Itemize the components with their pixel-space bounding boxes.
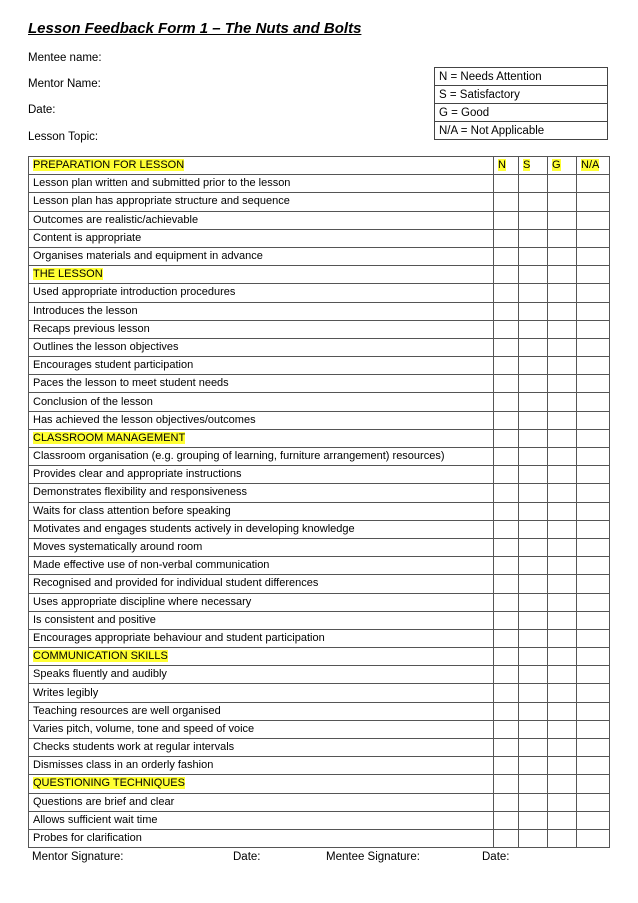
rating-cell[interactable]: [494, 393, 519, 411]
rating-cell[interactable]: [494, 175, 519, 193]
rating-cell[interactable]: [577, 229, 610, 247]
criterion-row: [29, 393, 610, 411]
rating-cell[interactable]: [577, 611, 610, 629]
criterion-label: Is consistent and positive: [29, 611, 494, 629]
criterion-label: Teaching resources are well organised: [29, 702, 494, 720]
rating-cell[interactable]: [494, 502, 519, 520]
rating-cell[interactable]: [494, 448, 519, 466]
rating-cell[interactable]: [494, 593, 519, 611]
rating-cell[interactable]: [548, 811, 577, 829]
criterion-label: Encourages student participation: [29, 357, 494, 375]
criterion-label: Encourages appropriate behaviour and student participation: [29, 629, 494, 647]
rating-cell[interactable]: [577, 375, 610, 393]
column-header: S: [523, 159, 531, 172]
rating-cell[interactable]: [519, 557, 548, 575]
rating-cell[interactable]: [548, 247, 577, 265]
criterion-row: [29, 320, 610, 338]
criterion-label: Questions are brief and clear: [29, 793, 494, 811]
rating-cell[interactable]: [519, 247, 548, 265]
rating-cell[interactable]: [548, 720, 577, 738]
rating-cell[interactable]: [548, 829, 577, 847]
rating-cell[interactable]: [548, 211, 577, 229]
rating-cell[interactable]: [577, 811, 610, 829]
criterion-row: [29, 466, 610, 484]
rating-cell[interactable]: [519, 829, 548, 847]
rating-cell[interactable]: [548, 739, 577, 757]
rating-cell[interactable]: [519, 538, 548, 556]
section-header-row: [29, 429, 610, 447]
column-header: N: [498, 159, 506, 172]
rating-cell[interactable]: [494, 684, 519, 702]
criterion-row: [29, 684, 610, 702]
criterion-row: [29, 229, 610, 247]
rating-cell[interactable]: [548, 175, 577, 193]
rating-cell[interactable]: [577, 648, 610, 666]
criterion-label: Checks students work at regular intervals: [29, 739, 494, 757]
rating-cell[interactable]: [577, 829, 610, 847]
criterion-label: Dismisses class in an orderly fashion: [29, 757, 494, 775]
criterion-row: [29, 338, 610, 356]
criterion-label: Introduces the lesson: [29, 302, 494, 320]
rating-cell[interactable]: [577, 211, 610, 229]
rating-cell[interactable]: [494, 648, 519, 666]
rating-cell[interactable]: [494, 338, 519, 356]
criterion-label: Uses appropriate discipline where necessary: [29, 593, 494, 611]
mentor-name-label: Mentor Name:: [28, 78, 101, 90]
criterion-row: [29, 284, 610, 302]
rating-cell[interactable]: [519, 338, 548, 356]
rating-cell[interactable]: [577, 411, 610, 429]
criterion-row: [29, 302, 610, 320]
criterion-row: [29, 575, 610, 593]
criterion-label: Organises materials and equipment in advance: [29, 247, 494, 265]
rating-cell[interactable]: [519, 466, 548, 484]
criterion-row: [29, 811, 610, 829]
rating-cell[interactable]: [519, 739, 548, 757]
criterion-label: Has achieved the lesson objectives/outcomes: [29, 411, 494, 429]
criterion-row: [29, 666, 610, 684]
rating-cell[interactable]: [577, 502, 610, 520]
rating-cell[interactable]: [494, 284, 519, 302]
rating-cell[interactable]: [494, 829, 519, 847]
rating-cell[interactable]: [494, 211, 519, 229]
rating-cell[interactable]: [548, 557, 577, 575]
rating-cell[interactable]: [577, 357, 610, 375]
rating-cell[interactable]: [577, 739, 610, 757]
criterion-row: [29, 247, 610, 265]
rating-cell[interactable]: [548, 393, 577, 411]
rating-cell[interactable]: [548, 666, 577, 684]
date-label: Date:: [28, 104, 56, 116]
criterion-row: [29, 629, 610, 647]
rating-cell[interactable]: [577, 484, 610, 502]
criterion-row: [29, 484, 610, 502]
criterion-row: [29, 720, 610, 738]
rating-cell[interactable]: [577, 193, 610, 211]
rating-cell[interactable]: [494, 484, 519, 502]
rating-cell[interactable]: [494, 411, 519, 429]
legend-item: N = Needs Attention: [435, 68, 608, 86]
section-header-row: [29, 157, 610, 175]
rating-cell[interactable]: [577, 320, 610, 338]
rating-cell[interactable]: [577, 684, 610, 702]
rating-cell[interactable]: [519, 757, 548, 775]
rating-cell[interactable]: [548, 266, 577, 284]
rating-cell[interactable]: [548, 284, 577, 302]
rating-cell[interactable]: [548, 757, 577, 775]
rating-cell[interactable]: [494, 520, 519, 538]
rating-cell[interactable]: [519, 375, 548, 393]
rating-cell[interactable]: [577, 538, 610, 556]
criterion-row: [29, 793, 610, 811]
rating-cell[interactable]: [494, 357, 519, 375]
rating-cell[interactable]: [548, 793, 577, 811]
rating-cell[interactable]: [548, 429, 577, 447]
criterion-row: [29, 702, 610, 720]
rating-cell[interactable]: [494, 375, 519, 393]
section-heading: PREPARATION FOR LESSON: [33, 159, 185, 172]
form-title: Lesson Feedback Form 1 – The Nuts and Bolts: [28, 20, 362, 37]
rating-cell[interactable]: [519, 811, 548, 829]
rating-cell[interactable]: [548, 357, 577, 375]
rating-cell[interactable]: [548, 375, 577, 393]
rating-cell[interactable]: [519, 593, 548, 611]
rating-cell[interactable]: [519, 266, 548, 284]
rating-cell[interactable]: [519, 520, 548, 538]
rating-cell[interactable]: [577, 266, 610, 284]
rating-cell[interactable]: [494, 429, 519, 447]
rating-cell[interactable]: [519, 320, 548, 338]
rating-cell[interactable]: [519, 357, 548, 375]
rating-cell[interactable]: [548, 411, 577, 429]
criterion-label: Allows sufficient wait time: [29, 811, 494, 829]
rating-cell[interactable]: [519, 411, 548, 429]
criterion-label: Moves systematically around room: [29, 538, 494, 556]
criterion-label: Probes for clarification: [29, 829, 494, 847]
rating-cell[interactable]: [494, 557, 519, 575]
lesson-topic-label: Lesson Topic:: [28, 131, 99, 143]
rating-cell[interactable]: [548, 648, 577, 666]
rating-cell[interactable]: [577, 629, 610, 647]
criterion-row: [29, 357, 610, 375]
mentee-signature-label: Mentee Signature:: [326, 851, 420, 863]
section-heading: COMMUNICATION SKILLS: [33, 650, 168, 663]
rating-cell[interactable]: [519, 793, 548, 811]
criterion-row: [29, 557, 610, 575]
criterion-row: [29, 593, 610, 611]
rating-cell[interactable]: [494, 720, 519, 738]
criterion-label: Recognised and provided for individual student differences: [29, 575, 494, 593]
rating-cell[interactable]: [548, 448, 577, 466]
rating-cell[interactable]: [548, 302, 577, 320]
criterion-label: Outlines the lesson objectives: [29, 338, 494, 356]
criterion-label: Demonstrates flexibility and responsiveness: [29, 484, 494, 502]
criterion-label: Provides clear and appropriate instructions: [29, 466, 494, 484]
rating-cell[interactable]: [548, 611, 577, 629]
criterion-row: [29, 611, 610, 629]
rating-cell[interactable]: [548, 229, 577, 247]
rating-cell[interactable]: [548, 338, 577, 356]
column-header: N/A: [581, 159, 600, 172]
criterion-label: Classroom organisation (e.g. grouping of learning, furniture arrangement) resources): [29, 448, 494, 466]
rating-cell[interactable]: [577, 175, 610, 193]
rating-cell[interactable]: [577, 338, 610, 356]
rating-cell[interactable]: [519, 629, 548, 647]
rating-cell[interactable]: [577, 720, 610, 738]
rating-cell[interactable]: [494, 247, 519, 265]
rating-cell[interactable]: [577, 775, 610, 793]
rating-cell[interactable]: [548, 484, 577, 502]
rating-cell[interactable]: [519, 666, 548, 684]
rating-cell[interactable]: [494, 575, 519, 593]
criterion-label: Varies pitch, volume, tone and speed of voice: [29, 720, 494, 738]
rating-cell[interactable]: [519, 720, 548, 738]
rating-cell[interactable]: [494, 629, 519, 647]
rating-cell[interactable]: [519, 284, 548, 302]
rating-cell[interactable]: [577, 702, 610, 720]
rating-cell[interactable]: [519, 393, 548, 411]
rating-cell[interactable]: [494, 466, 519, 484]
rating-cell[interactable]: [494, 702, 519, 720]
rating-cell[interactable]: [548, 684, 577, 702]
rating-cell[interactable]: [494, 811, 519, 829]
mentor-signature-label: Mentor Signature:: [32, 851, 124, 863]
rating-cell[interactable]: [577, 557, 610, 575]
rating-cell[interactable]: [548, 520, 577, 538]
rating-cell[interactable]: [519, 175, 548, 193]
criterion-row: [29, 193, 610, 211]
rating-cell[interactable]: [548, 629, 577, 647]
rating-cell[interactable]: [519, 775, 548, 793]
rating-cell[interactable]: [494, 739, 519, 757]
legend-item: G = Good: [435, 104, 608, 122]
rating-cell[interactable]: [519, 229, 548, 247]
rating-cell[interactable]: [577, 429, 610, 447]
criterion-row: [29, 448, 610, 466]
rating-cell[interactable]: [548, 502, 577, 520]
rating-cell[interactable]: [494, 757, 519, 775]
rating-cell[interactable]: [494, 229, 519, 247]
footer-date-label: Date:: [233, 851, 261, 863]
section-heading: CLASSROOM MANAGEMENT: [33, 431, 186, 444]
section-header-row: [29, 266, 610, 284]
rating-cell[interactable]: [494, 611, 519, 629]
criterion-row: [29, 211, 610, 229]
criterion-label: Motivates and engages students actively in developing knowledge: [29, 520, 494, 538]
rating-cell[interactable]: [519, 648, 548, 666]
rating-cell[interactable]: [577, 666, 610, 684]
footer-date-label: Date:: [482, 851, 510, 863]
rating-cell[interactable]: [548, 775, 577, 793]
criterion-row: [29, 520, 610, 538]
legend-item: S = Satisfactory: [435, 86, 608, 104]
rating-cell[interactable]: [519, 448, 548, 466]
criterion-label: Conclusion of the lesson: [29, 393, 494, 411]
rating-cell[interactable]: [519, 702, 548, 720]
rating-cell[interactable]: [577, 302, 610, 320]
rating-cell[interactable]: [519, 684, 548, 702]
rating-cell[interactable]: [519, 611, 548, 629]
rating-cell[interactable]: [577, 757, 610, 775]
criterion-label: Paces the lesson to meet student needs: [29, 375, 494, 393]
rating-cell[interactable]: [494, 775, 519, 793]
rating-cell[interactable]: [577, 575, 610, 593]
criterion-label: Content is appropriate: [29, 229, 494, 247]
rating-cell[interactable]: [577, 466, 610, 484]
rating-cell[interactable]: [548, 702, 577, 720]
rating-cell[interactable]: [494, 793, 519, 811]
section-heading: THE LESSON: [33, 268, 103, 281]
section-header-row: [29, 775, 610, 793]
rating-cell[interactable]: [519, 211, 548, 229]
criterion-label: Lesson plan written and submitted prior to the lesson: [29, 175, 494, 193]
section-heading: QUESTIONING TECHNIQUES: [33, 777, 185, 790]
rating-cell[interactable]: [577, 448, 610, 466]
rating-cell[interactable]: [494, 666, 519, 684]
criterion-row: [29, 829, 610, 847]
criterion-label: Lesson plan has appropriate structure and sequence: [29, 193, 494, 211]
criterion-label: Recaps previous lesson: [29, 320, 494, 338]
feedback-table: [28, 156, 610, 848]
criterion-label: Speaks fluently and audibly: [29, 666, 494, 684]
rating-cell[interactable]: [494, 193, 519, 211]
criterion-row: [29, 175, 610, 193]
rating-cell[interactable]: [519, 575, 548, 593]
criterion-row: [29, 739, 610, 757]
rating-cell[interactable]: [577, 520, 610, 538]
rating-cell[interactable]: [494, 320, 519, 338]
rating-cell[interactable]: [548, 193, 577, 211]
rating-cell[interactable]: [494, 538, 519, 556]
rating-cell[interactable]: [519, 502, 548, 520]
criterion-label: Made effective use of non-verbal communication: [29, 557, 494, 575]
criterion-label: Used appropriate introduction procedures: [29, 284, 494, 302]
rating-cell[interactable]: [577, 284, 610, 302]
rating-cell[interactable]: [577, 247, 610, 265]
criterion-row: [29, 411, 610, 429]
rating-legend: [434, 67, 608, 140]
rating-cell[interactable]: [519, 193, 548, 211]
rating-cell[interactable]: [577, 593, 610, 611]
rating-cell[interactable]: [577, 393, 610, 411]
criterion-label: Writes legibly: [29, 684, 494, 702]
rating-cell[interactable]: [519, 484, 548, 502]
rating-cell[interactable]: [548, 320, 577, 338]
legend-item: N/A = Not Applicable: [435, 122, 608, 140]
criterion-row: [29, 502, 610, 520]
criterion-row: [29, 757, 610, 775]
rating-cell[interactable]: [519, 302, 548, 320]
section-header-row: [29, 648, 610, 666]
criterion-row: [29, 375, 610, 393]
criterion-label: Waits for class attention before speaking: [29, 502, 494, 520]
rating-cell[interactable]: [548, 466, 577, 484]
rating-cell[interactable]: [548, 593, 577, 611]
rating-cell[interactable]: [494, 302, 519, 320]
criterion-label: Outcomes are realistic/achievable: [29, 211, 494, 229]
rating-cell[interactable]: [548, 538, 577, 556]
rating-cell[interactable]: [494, 266, 519, 284]
mentee-name-label: Mentee name:: [28, 52, 102, 64]
rating-cell[interactable]: [548, 575, 577, 593]
column-header: G: [552, 159, 561, 172]
criterion-row: [29, 538, 610, 556]
rating-cell[interactable]: [577, 793, 610, 811]
rating-cell[interactable]: [519, 429, 548, 447]
